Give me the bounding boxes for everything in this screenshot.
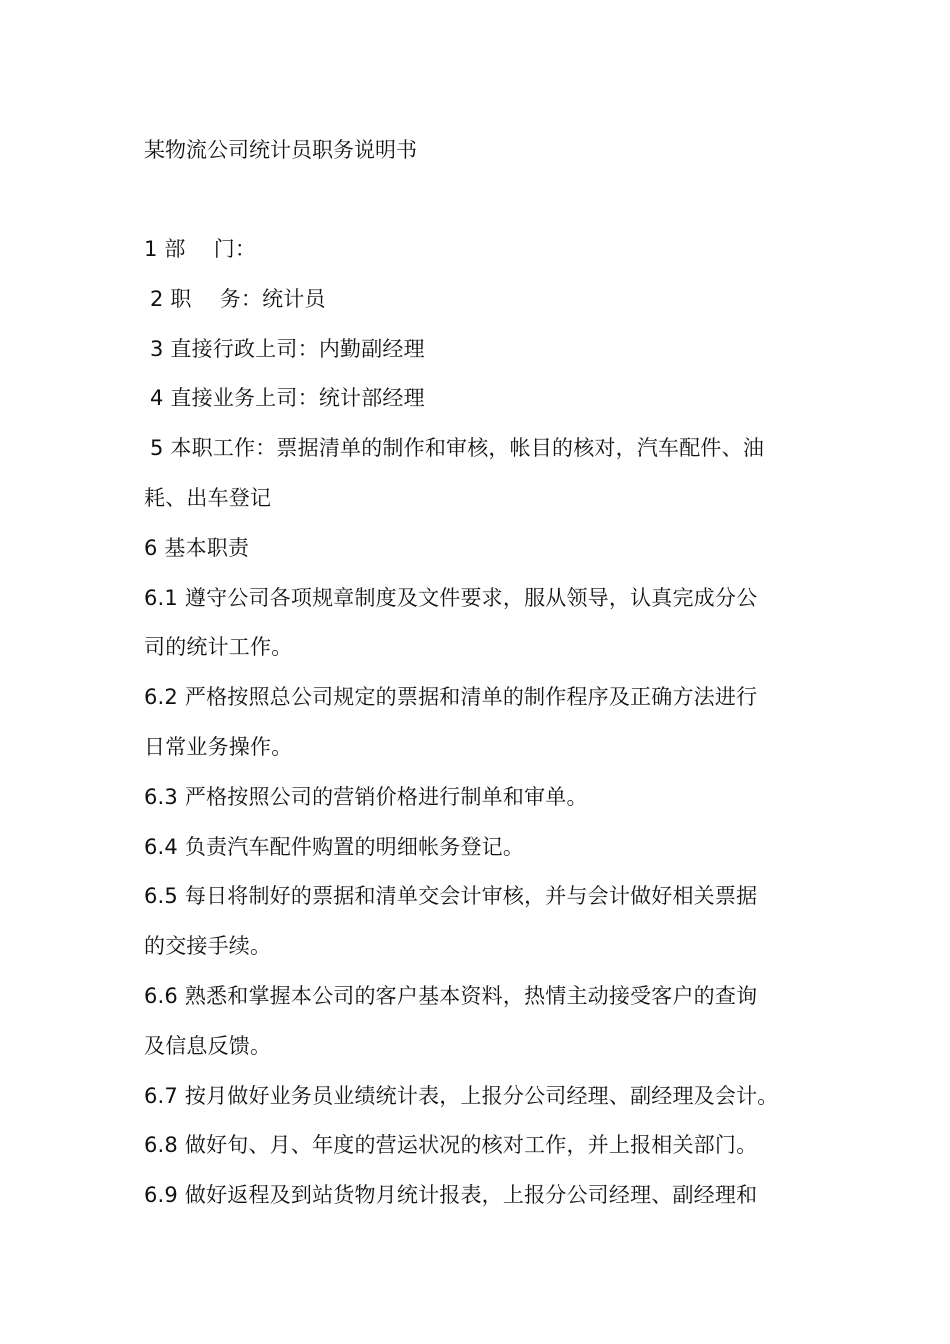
line-duty-6-9: 6.9 做好返程及到站货物月统计报表，上报分公司经理、副经理和 bbox=[144, 1183, 758, 1208]
line-duty-6-4: 6.4 负责汽车配件购置的明细帐务登记。 bbox=[144, 834, 525, 859]
line-duty-6-2-cont: 日常业务操作。 bbox=[144, 734, 293, 759]
line-main-work-cont: 耗、出车登记 bbox=[144, 485, 272, 510]
line-duty-6-8: 6.8 做好旬、月、年度的营运状况的核对工作，并上报相关部门。 bbox=[144, 1133, 758, 1158]
line-duty-6-1-cont: 司的统计工作。 bbox=[144, 635, 293, 660]
line-duty-6-7: 6.7 按月做好业务员业绩统计表，上报分公司经理、副经理及会计。 bbox=[144, 1083, 779, 1108]
line-main-work: 5 本职工作：票据清单的制作和审核，帐目的核对，汽车配件、油 bbox=[150, 436, 765, 461]
line-duty-6-2: 6.2 严格按照总公司规定的票据和清单的制作程序及正确方法进行 bbox=[144, 685, 758, 710]
line-business-supervisor: 4 直接业务上司：统计部经理 bbox=[150, 386, 425, 411]
document-title: 某物流公司统计员职务说明书 bbox=[144, 138, 417, 162]
line-duty-6-5: 6.5 每日将制好的票据和清单交会计审核，并与会计做好相关票据 bbox=[144, 884, 758, 909]
line-duty-6-6-cont: 及信息反馈。 bbox=[144, 1033, 272, 1058]
document-body bbox=[144, 234, 808, 1230]
line-duty-6-1: 6.1 遵守公司各项规章制度及文件要求，服从领导，认真完成分公 bbox=[144, 585, 758, 610]
line-position: 2 职 务：统计员 bbox=[150, 286, 326, 311]
line-basic-duties-heading: 6 基本职责 bbox=[144, 535, 250, 560]
line-duty-6-5-cont: 的交接手续。 bbox=[144, 934, 272, 959]
line-duty-6-6: 6.6 熟悉和掌握本公司的客户基本资料，热情主动接受客户的查询 bbox=[144, 983, 758, 1008]
line-department: 1 部 门： bbox=[144, 237, 257, 261]
line-admin-supervisor: 3 直接行政上司：内勤副经理 bbox=[150, 336, 425, 361]
line-duty-6-3: 6.3 严格按照公司的营销价格进行制单和审单。 bbox=[144, 784, 588, 809]
